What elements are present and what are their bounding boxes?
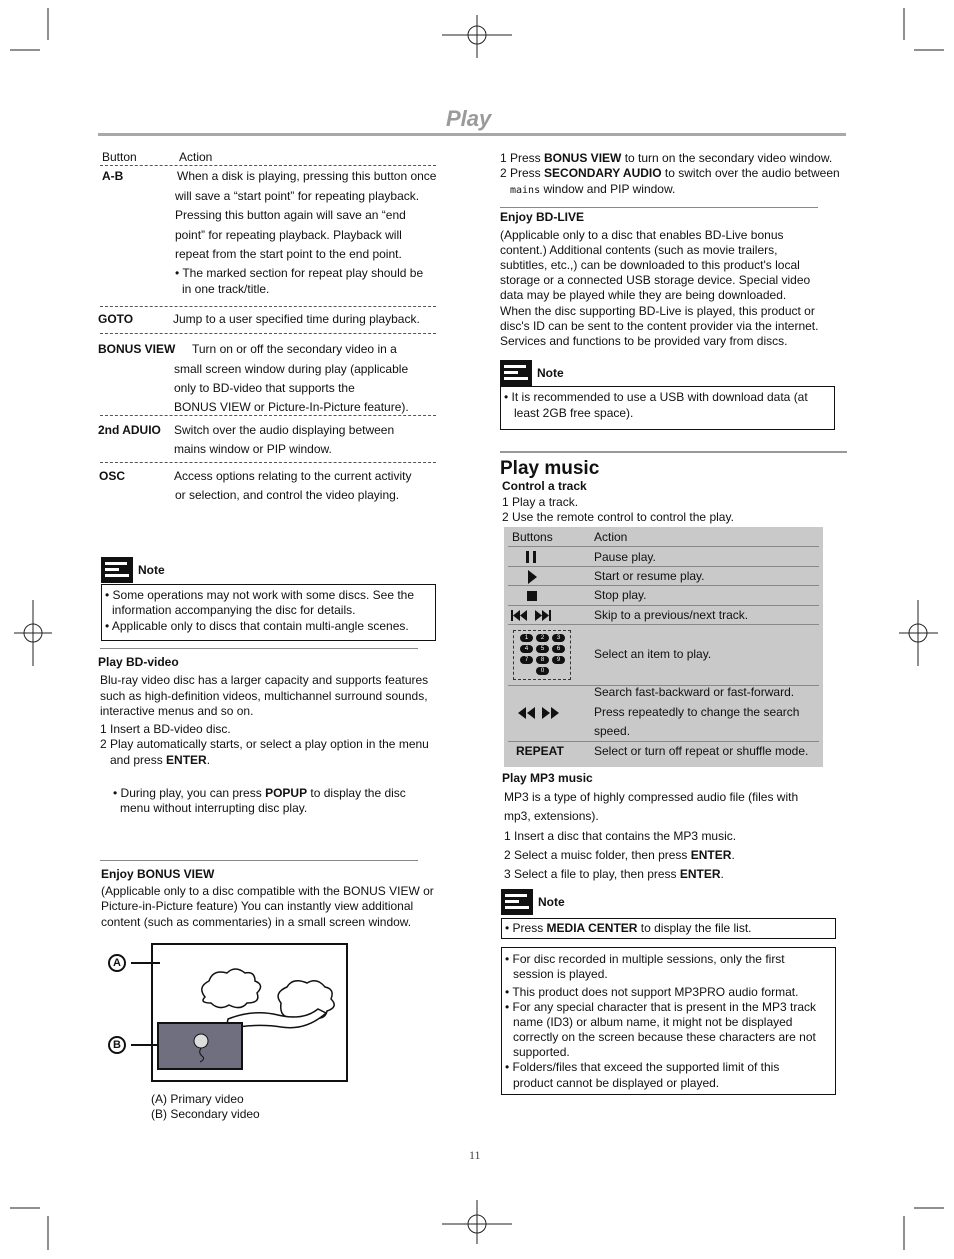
section-heading: Enjoy BONUS VIEW: [101, 867, 215, 881]
note-box: [101, 584, 436, 641]
action-text: Pause play.: [594, 550, 656, 564]
note-line: • Folders/files that exceed the supported limit of this: [505, 1060, 780, 1074]
paragraph-line: Blu-ray video disc has a larger capacity and supports features: [100, 673, 429, 687]
note-line: least 2GB free space).: [514, 406, 634, 420]
note-label: Note: [537, 366, 564, 380]
audio-label: 2nd ADUIO: [98, 423, 161, 437]
action-text: Press repeatedly to change the search: [594, 705, 800, 719]
step: 2 Press SECONDARY AUDIO to switch over the audio between: [500, 166, 840, 180]
note-line: information accompanying the disc for details.: [112, 603, 356, 617]
pause-icon: [526, 551, 536, 563]
note-box: [501, 947, 836, 1095]
play-icon: [528, 570, 537, 584]
note-line: • It is recommended to use a USB with download data (at: [504, 390, 808, 404]
step: 1 Press BONUS VIEW to turn on the secondary video window.: [500, 151, 833, 165]
note-line: supported.: [513, 1045, 570, 1059]
note-label: Note: [538, 895, 565, 909]
note-icon: [501, 889, 533, 915]
section-title: Play music: [500, 458, 600, 479]
table-header-action: Action: [179, 150, 213, 164]
bonus-line: Turn on or off the secondary video in a: [192, 342, 397, 356]
bonus-line: small screen window during play (applicable: [174, 362, 409, 376]
tip: menu without interrupting disc play.: [120, 801, 308, 815]
note-label: Note: [138, 563, 165, 577]
step: 2 Use the remote control to control the play.: [502, 510, 734, 524]
balloon-icon: [159, 1024, 241, 1068]
section-heading: Play MP3 music: [502, 771, 593, 785]
section-heading: Enjoy BD-LIVE: [500, 210, 585, 224]
note-line: • Some operations may not work with some discs. See the: [105, 588, 415, 602]
step: 3 Select a file to play, then press ENTER.: [504, 867, 724, 881]
paragraph-line: such as high-definition videos, multichannel surround sounds,: [100, 689, 428, 703]
paragraph-line: (Applicable only to a disc that enables BD-Live bonus: [500, 228, 784, 242]
goto-text: Jump to a user specified time during playback.: [173, 312, 420, 326]
keypad-key: 6: [552, 645, 565, 653]
note-line: • Applicable only to discs that contain multi-angle scenes.: [105, 619, 409, 633]
repeat-label: REPEAT: [516, 744, 564, 758]
note-line: • For any special character that is present in the MP3 track: [505, 1000, 817, 1014]
table-header-button: Button: [102, 150, 137, 164]
row-divider: [508, 741, 819, 742]
tip: • During play, you can press POPUP to display the disc: [113, 786, 406, 800]
audio-line: mains window or PIP window.: [174, 442, 332, 456]
divider: [100, 462, 436, 463]
keypad-key: 2: [536, 634, 549, 642]
ab-line: point” for repeating playback. Playback will: [175, 228, 402, 242]
paragraph-line: mp3, extensions).: [504, 809, 599, 823]
divider: [100, 165, 436, 166]
bonus-label: BONUS VIEW: [98, 342, 176, 356]
step: 2 Play automatically starts, or select a play option in the menu: [100, 737, 429, 751]
note-line: name (ID3) or album name, it might not be displayed: [513, 1015, 793, 1029]
action-text: Search fast-backward or fast-forward.: [594, 685, 795, 699]
caption: (A) Primary video: [151, 1092, 244, 1106]
note-line: session is played.: [513, 967, 608, 981]
ab-line: will save a “start point” for repeating playback.: [175, 189, 420, 203]
keypad-key: 0: [536, 667, 549, 675]
note-icon: [500, 360, 532, 386]
note-header: [101, 557, 165, 583]
note-line: • Press MEDIA CENTER to display the file list.: [505, 921, 752, 935]
paragraph-line: content (such as commentaries) in a small screen window.: [101, 915, 412, 929]
step: 1 Insert a disc that contains the MP3 music.: [504, 829, 737, 843]
note-line: product cannot be displayed or played.: [513, 1076, 720, 1090]
paragraph-line: Picture-in-Picture feature) You can instantly view additional: [101, 899, 414, 913]
note-header: [500, 360, 564, 386]
note-icon: [101, 557, 133, 583]
step: 1 Play a track.: [502, 495, 579, 509]
step: mains window and PIP window.: [510, 182, 676, 196]
bonus-line: only to BD-video that supports the: [174, 381, 355, 395]
divider: [100, 306, 436, 307]
action-text: Skip to a previous/next track.: [594, 608, 749, 622]
page-title: Play: [446, 106, 492, 131]
ab-line: repeat from the start point to the end point.: [175, 247, 402, 261]
paragraph-line: subtitles, etc.,) can be downloaded to this product's local: [500, 258, 800, 272]
table-header-buttons: Buttons: [512, 530, 553, 544]
section-rule-thick: [500, 451, 847, 453]
paragraph-line: disc's ID can be sent to the content provider via the internet.: [500, 319, 819, 333]
bonus-line: BONUS VIEW or Picture-In-Picture feature).: [174, 400, 409, 414]
divider: [100, 333, 436, 334]
row-divider: [508, 566, 819, 567]
note-box: [500, 386, 835, 430]
keypad-key: 9: [552, 656, 565, 664]
section-rule: [100, 648, 418, 649]
ab-label: A-B: [102, 169, 124, 183]
row-divider: [508, 605, 819, 606]
paragraph-line: Services and functions to be provided vary from discs.: [500, 334, 788, 348]
keypad-key: 8: [536, 656, 549, 664]
goto-label: GOTO: [98, 312, 134, 326]
keypad-key: 4: [520, 645, 533, 653]
action-text: Select an item to play.: [594, 647, 712, 661]
page-number: 11: [469, 1148, 481, 1162]
paragraph-line: When the disc supporting BD-Live is played, this product or: [500, 304, 815, 318]
note-header: [501, 889, 565, 915]
note-line: correctly on the screen because these characters are not: [513, 1030, 816, 1044]
note-line: • This product does not support MP3PRO audio format.: [505, 985, 799, 999]
paragraph-line: interactive menus and so on.: [100, 704, 254, 718]
marker-b: B: [108, 1036, 126, 1054]
numeric-keypad-icon: [513, 630, 571, 680]
paragraph-line: storage or a connected USB storage device. Special video: [500, 273, 811, 287]
keypad-key: 5: [536, 645, 549, 653]
action-text: Start or resume play.: [594, 569, 705, 583]
keypad-key: 1: [520, 634, 533, 642]
skip-prev-next-icon: [511, 609, 553, 622]
action-text: Select or turn off repeat or shuffle mode.: [594, 744, 809, 758]
title-rule: [98, 133, 846, 136]
osc-line: Access options relating to the current activity: [174, 469, 412, 483]
fast-rewind-forward-icon: [516, 706, 564, 720]
primary-video-frame: [151, 943, 348, 1082]
osc-label: OSC: [99, 469, 126, 483]
table-header-action: Action: [594, 530, 628, 544]
subheading: Control a track: [502, 479, 587, 493]
step: 2 Select a muisc folder, then press ENTER.: [504, 848, 735, 862]
keypad-key: 3: [552, 634, 565, 642]
row-divider: [508, 624, 819, 625]
paragraph-line: content.) Additional contents (such as movie trailers,: [500, 243, 778, 257]
secondary-video-window: [157, 1022, 243, 1070]
ab-bullet: in one track/title.: [182, 282, 270, 296]
action-text: speed.: [594, 724, 631, 738]
paragraph-line: (Applicable only to a disc compatible with the BONUS VIEW or: [101, 884, 434, 898]
paragraph-line: MP3 is a type of highly compressed audio file (files with: [504, 790, 799, 804]
osc-line: or selection, and control the video playing.: [175, 488, 400, 502]
section-rule: [100, 860, 418, 861]
ab-line: Pressing this button again will save an “end: [175, 208, 406, 222]
ab-line: When a disk is playing, pressing this button once: [177, 169, 437, 183]
step: and press ENTER.: [110, 753, 211, 767]
stop-icon: [527, 591, 537, 601]
audio-line: Switch over the audio displaying between: [174, 423, 395, 437]
action-text: Stop play.: [594, 588, 647, 602]
ab-bullet: • The marked section for repeat play should be: [175, 266, 424, 280]
keypad-key: 7: [520, 656, 533, 664]
row-divider: [508, 585, 819, 586]
section-rule: [500, 207, 818, 208]
section-heading: Play BD-video: [98, 655, 179, 669]
caption: (B) Secondary video: [151, 1107, 260, 1121]
note-box: [501, 918, 836, 939]
row-divider: [508, 546, 819, 547]
divider: [100, 415, 436, 416]
paragraph-line: data may be played while they are being downloaded.: [500, 288, 787, 302]
marker-a: A: [108, 954, 126, 972]
note-line: • For disc recorded in multiple sessions, only the first: [505, 952, 785, 966]
step: 1 Insert a BD-video disc.: [100, 722, 231, 736]
